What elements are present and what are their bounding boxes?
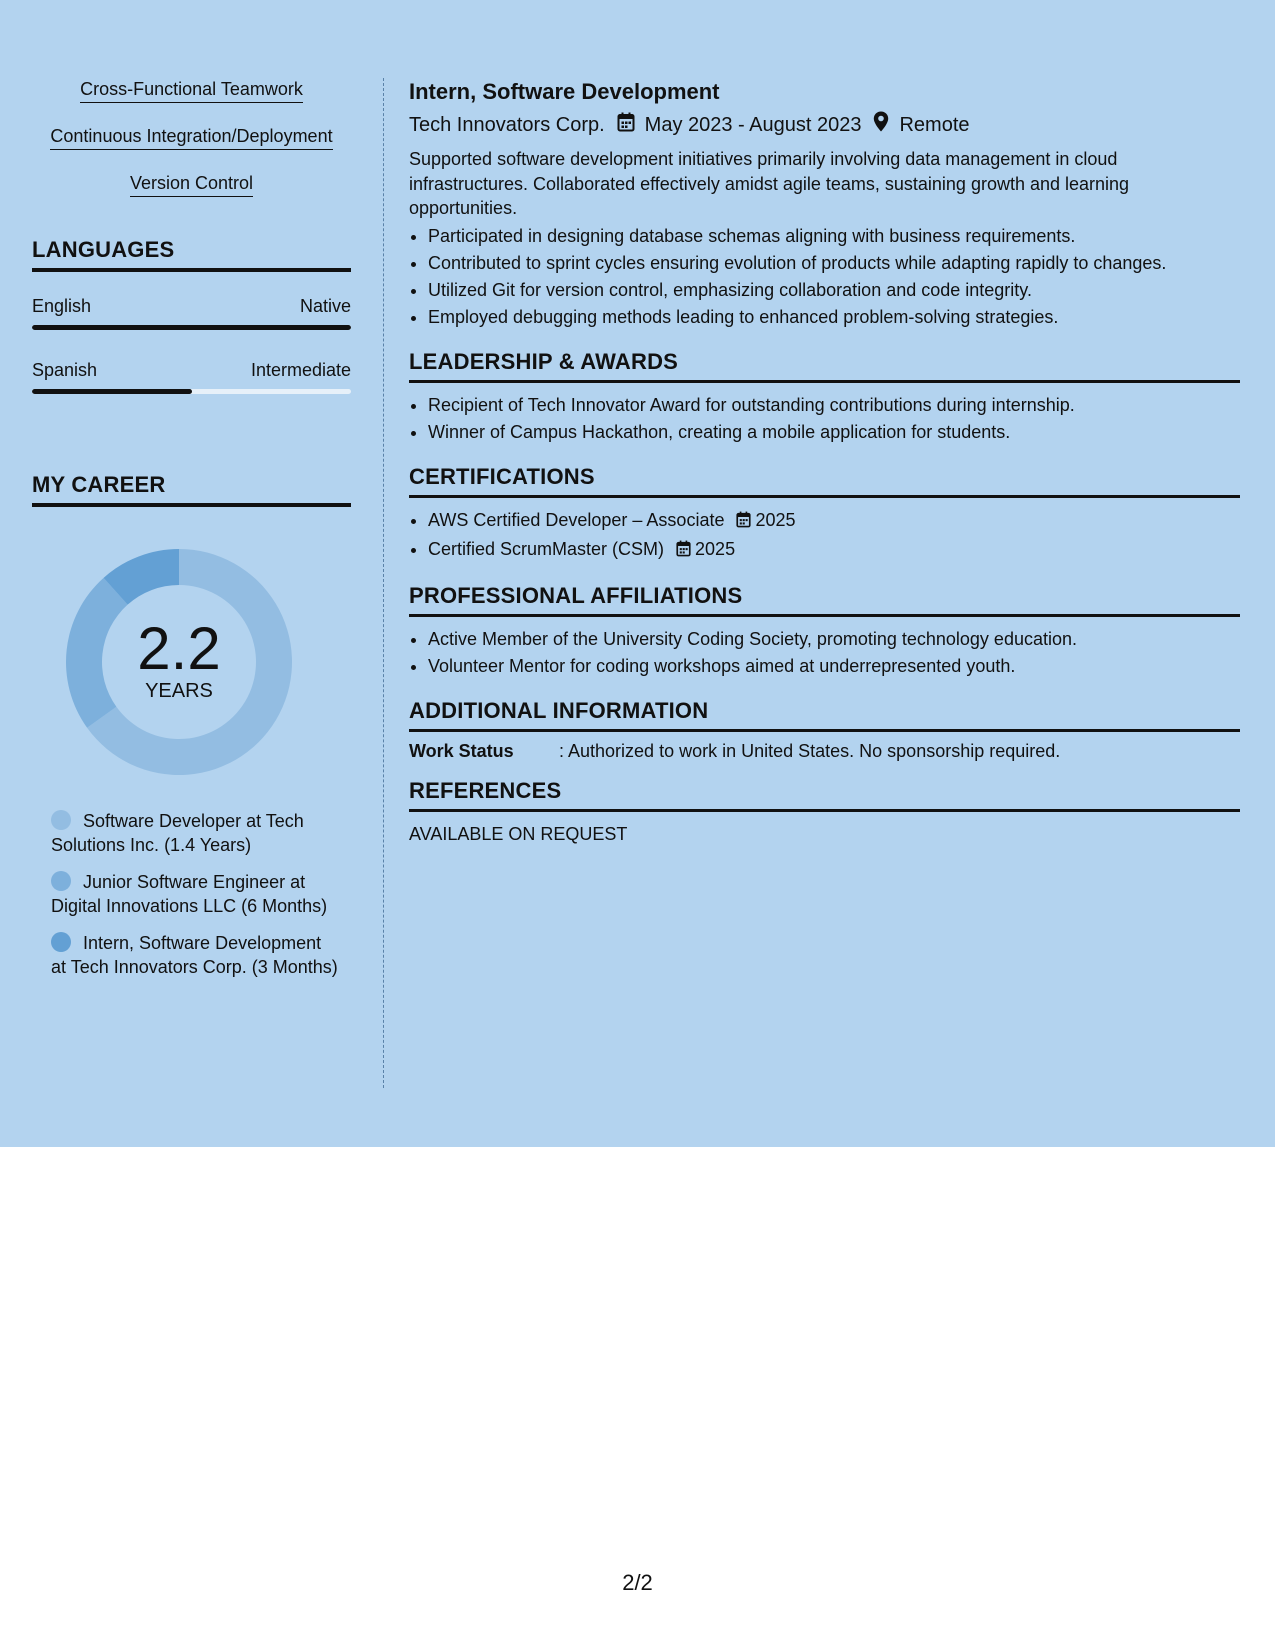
skill-label: Continuous Integration/Deployment (50, 125, 332, 150)
job-description: Supported software development initiatives primarily involving data management in cloud infrastructures. Collaborated effectively amidst agile teams, sustaining growth and learning opportunities. (409, 149, 1130, 218)
language-bar (32, 389, 351, 394)
additional-info-heading: ADDITIONAL INFORMATION (409, 698, 1240, 732)
legend-dot (51, 932, 71, 952)
languages-heading: LANGUAGES (32, 237, 351, 272)
language-bar-fill (32, 389, 192, 394)
cert-name: Certified ScrumMaster (CSM) (428, 538, 665, 559)
legend-label: Software Developer at Tech Solutions Inc. (1.4 Years) (51, 811, 304, 855)
references-heading: REFERENCES (409, 778, 1240, 812)
career-heading: MY CAREER (32, 472, 351, 507)
language-bar-fill (32, 325, 351, 330)
list-item: • Volunteer Mentor for coding workshops aimed at underrepresented youth. (428, 653, 1240, 680)
work-status-label: Work Status (409, 740, 514, 761)
list-item: • Utilized Git for version control, emphasizing collaboration and code integrity. (428, 277, 1240, 304)
legend-dot (51, 871, 71, 891)
affiliations-heading: PROFESSIONAL AFFILIATIONS (409, 583, 1240, 617)
list-item: • Participated in designing database schemas aligning with business requirements. (428, 223, 1240, 250)
language-row (32, 360, 351, 381)
career-legend (32, 809, 341, 979)
additional-info-section (409, 698, 1240, 762)
job-location: Remote (899, 114, 970, 136)
list-item (428, 536, 1240, 565)
language-name: English (32, 296, 92, 316)
legend-label: Junior Software Engineer at Digital Innovations LLC (6 Months) (51, 872, 328, 916)
cert-year: 2025 (695, 538, 736, 559)
skill-item (32, 78, 351, 103)
language-bar (32, 325, 351, 330)
right-column (409, 78, 1240, 845)
list-item (428, 507, 1240, 536)
language-level: Native (299, 296, 351, 316)
list-item: • Active Member of the University Coding Society, promoting technology education. (428, 626, 1240, 653)
references-section (409, 778, 1240, 845)
language-level: Intermediate (250, 360, 351, 380)
job-meta (409, 111, 1240, 139)
references-text: AVAILABLE ON REQUEST (409, 823, 628, 844)
donut-center (66, 549, 292, 775)
career-total-unit: YEARS (145, 680, 213, 702)
certifications-heading: CERTIFICATIONS (409, 464, 1240, 498)
cert-year: 2025 (755, 509, 796, 530)
legend-item (51, 809, 341, 857)
leadership-section (409, 349, 1240, 446)
work-status-value: : Authorized to work in United States. No sponsorship required. (559, 740, 1061, 761)
leadership-list (409, 392, 1240, 446)
legend-dot (51, 810, 71, 830)
calendar-icon (617, 112, 635, 139)
skill-item (32, 125, 351, 150)
skill-label: Version Control (130, 172, 253, 197)
certifications-list (409, 507, 1240, 565)
calendar-icon (736, 509, 751, 536)
legend-label: Intern, Software Development at Tech Innovators Corp. (3 Months) (51, 933, 338, 977)
career-donut-chart (66, 549, 292, 775)
job-dates: May 2023 - August 2023 (644, 114, 862, 136)
language-name: Spanish (32, 360, 98, 380)
list-item: • Employed debugging methods leading to enhanced problem-solving strategies. (428, 304, 1240, 331)
career-total-years: 2.2 (137, 615, 221, 682)
list-item: • Winner of Campus Hackathon, creating a mobile application for students. (428, 419, 1240, 446)
job-company: Tech Innovators Corp. (409, 114, 605, 136)
left-column (32, 78, 351, 992)
certifications-section (409, 464, 1240, 565)
page-number: 2/2 (622, 1570, 653, 1595)
location-pin-icon (873, 111, 889, 139)
column-divider (383, 78, 384, 1088)
job-title: Intern, Software Development (409, 79, 720, 104)
calendar-icon (676, 538, 691, 565)
leadership-heading: LEADERSHIP & AWARDS (409, 349, 1240, 383)
cert-name: AWS Certified Developer – Associate (428, 509, 725, 530)
affiliations-list (409, 626, 1240, 680)
list-item: • Contributed to sprint cycles ensuring evolution of products while adapting rapidly to changes. (428, 250, 1240, 277)
job-bullets (409, 223, 1240, 331)
skill-label: Cross-Functional Teamwork (80, 78, 303, 103)
language-row (32, 296, 351, 317)
legend-item (51, 870, 341, 918)
work-status-row (409, 741, 1240, 762)
legend-item (51, 931, 341, 979)
skill-item (32, 172, 351, 197)
list-item: • Recipient of Tech Innovator Award for outstanding contributions during internship. (428, 392, 1240, 419)
affiliations-section (409, 583, 1240, 680)
